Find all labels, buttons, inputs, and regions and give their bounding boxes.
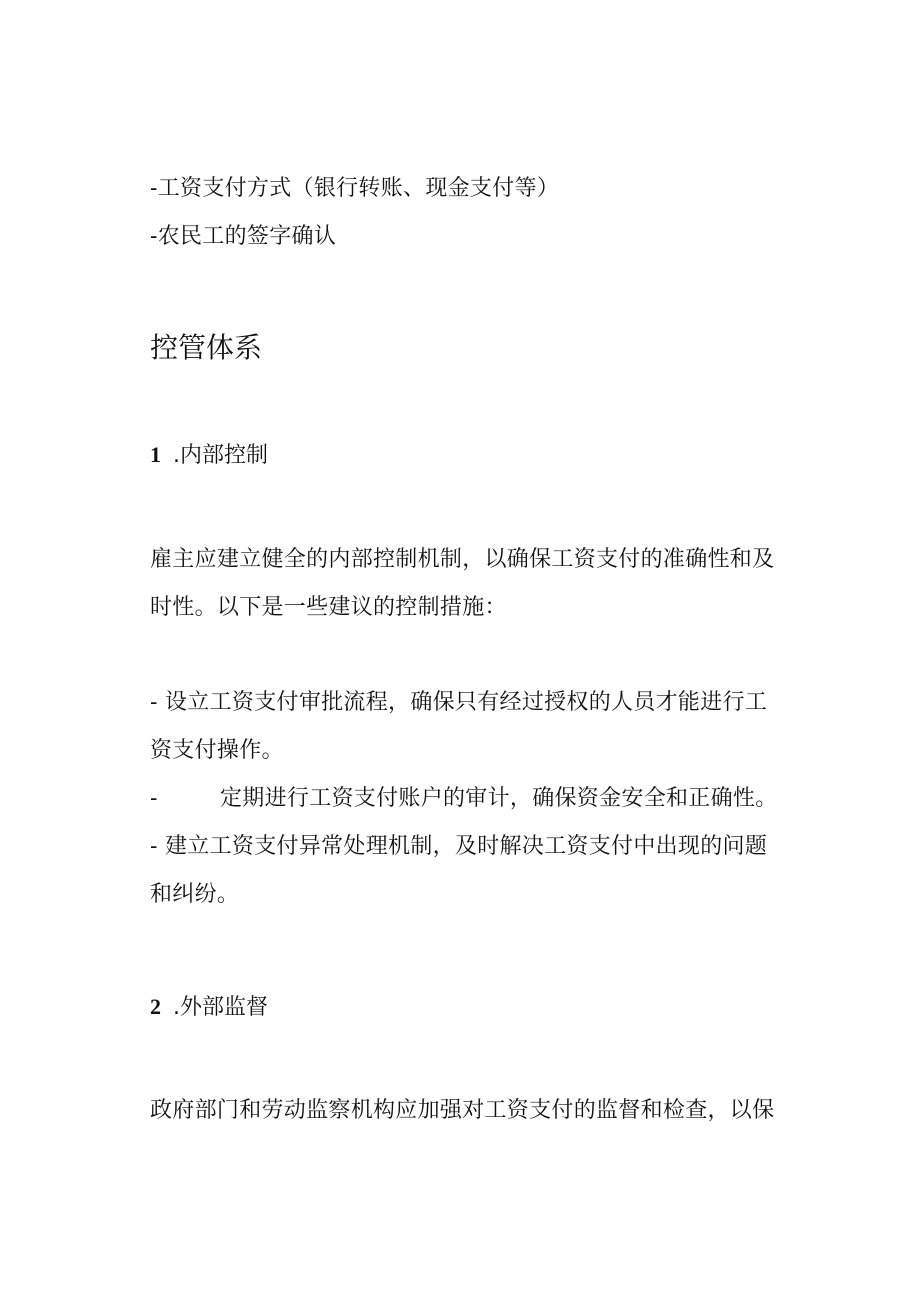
bullet-approval-process-cont: 资支付操作。 (150, 738, 284, 763)
list-item-payment-method: -工资支付方式（银行转账、现金支付等） (150, 176, 560, 201)
subsection-number: 1 (150, 442, 161, 467)
paragraph-line: 政府部门和劳动监察机构应加强对工资支付的监督和检查，以保 (150, 1098, 775, 1123)
subsection-heading-external-supervision (150, 992, 268, 1023)
subsection-title: .内部控制 (173, 443, 268, 468)
bullet-dash: - (150, 786, 158, 811)
list-item-signature: -农民工的签字确认 (150, 224, 337, 249)
bullet-audit-text: 定期进行工资支付账户的审计，确保资金安全和正确性。 (220, 786, 778, 811)
subsection-title: .外部监督 (173, 995, 268, 1020)
bullet-exception-handling-cont: 和纠纷。 (150, 882, 240, 907)
paragraph-line: 时性。以下是一些建议的控制措施： (150, 595, 507, 620)
paragraph-line: 雇主应建立健全的内部控制机制，以确保工资支付的准确性和及 (150, 547, 775, 572)
bullet-audit (150, 784, 778, 814)
subsection-number: 2 (150, 994, 161, 1019)
subsection-heading-internal-control (150, 440, 268, 471)
bullet-exception-handling: - 建立工资支付异常处理机制，及时解决工资支付中出现的问题 (150, 834, 768, 859)
bullet-approval-process: - 设立工资支付审批流程，确保只有经过授权的人员才能进行工 (150, 690, 768, 715)
section-title: 控管体系 (150, 331, 263, 364)
